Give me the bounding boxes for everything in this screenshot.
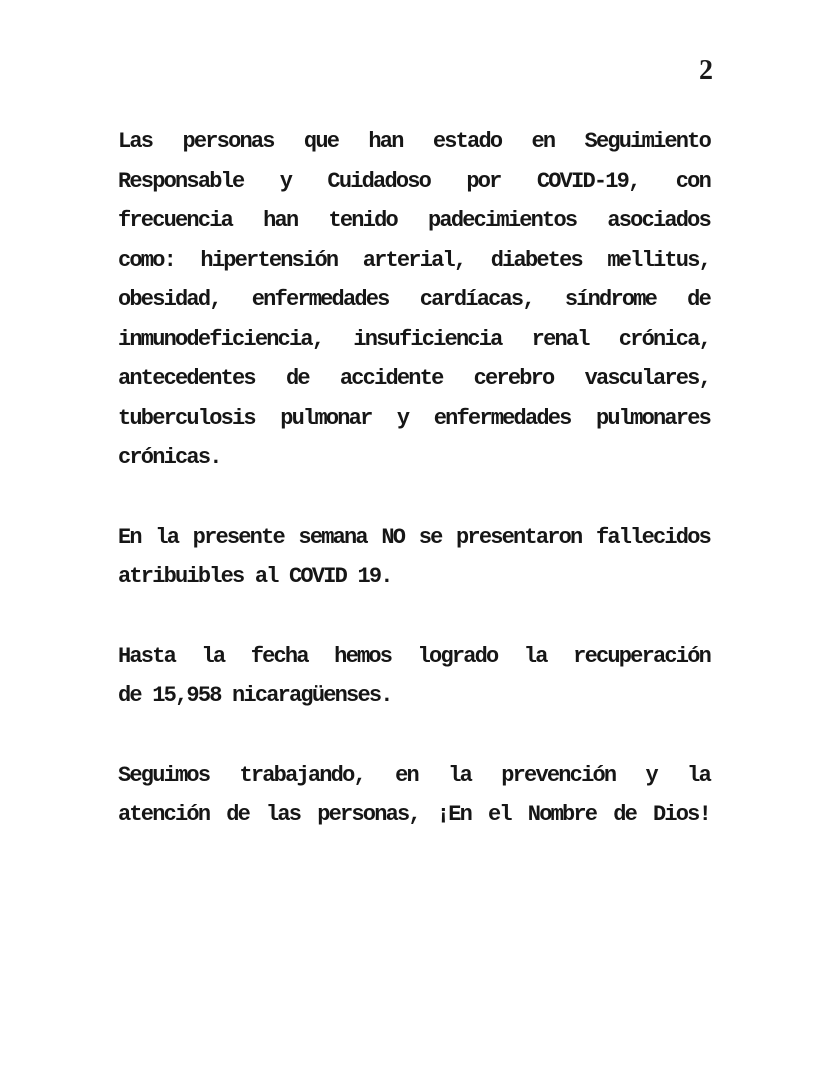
paragraph-recoveries	[118, 637, 710, 716]
text-line: Las personas que han estado en Seguimiento	[118, 129, 710, 154]
text-line: Responsable y Cuidadoso por COVID-19, con	[118, 168, 710, 194]
text-line: En la presente semana NO se presentaron fallecidos	[118, 524, 710, 550]
paragraph-comorbidities	[118, 122, 710, 478]
text-line: como: hipertensión arterial, diabetes mellitus,	[118, 247, 710, 273]
text-line: tuberculosis pulmonar y enfermedades pulmonares	[118, 405, 710, 431]
text-line: Hasta la fecha hemos logrado la recuperación	[118, 643, 710, 669]
text-line: atención de las personas, ¡En el Nombre de Dios!	[118, 802, 710, 827]
paragraph-deaths	[118, 518, 710, 597]
text-line: atribuibles al COVID 19.	[118, 564, 392, 589]
text-line: inmunodeficiencia, insuficiencia renal crónica,	[118, 326, 710, 352]
text-line: Seguimos trabajando, en la prevención y la	[118, 762, 710, 788]
paragraph-closing	[118, 756, 710, 835]
document-body	[118, 122, 710, 875]
text-line: frecuencia han tenido padecimientos asociados	[118, 208, 710, 233]
text-line: crónicas.	[118, 445, 221, 470]
page-number: 2	[699, 55, 713, 86]
text-line: de 15,958 nicaragüenses.	[118, 683, 392, 708]
text-line: antecedentes de accidente cerebro vasculares,	[118, 366, 710, 391]
text-line: obesidad, enfermedades cardíacas, síndrome de	[118, 287, 710, 312]
